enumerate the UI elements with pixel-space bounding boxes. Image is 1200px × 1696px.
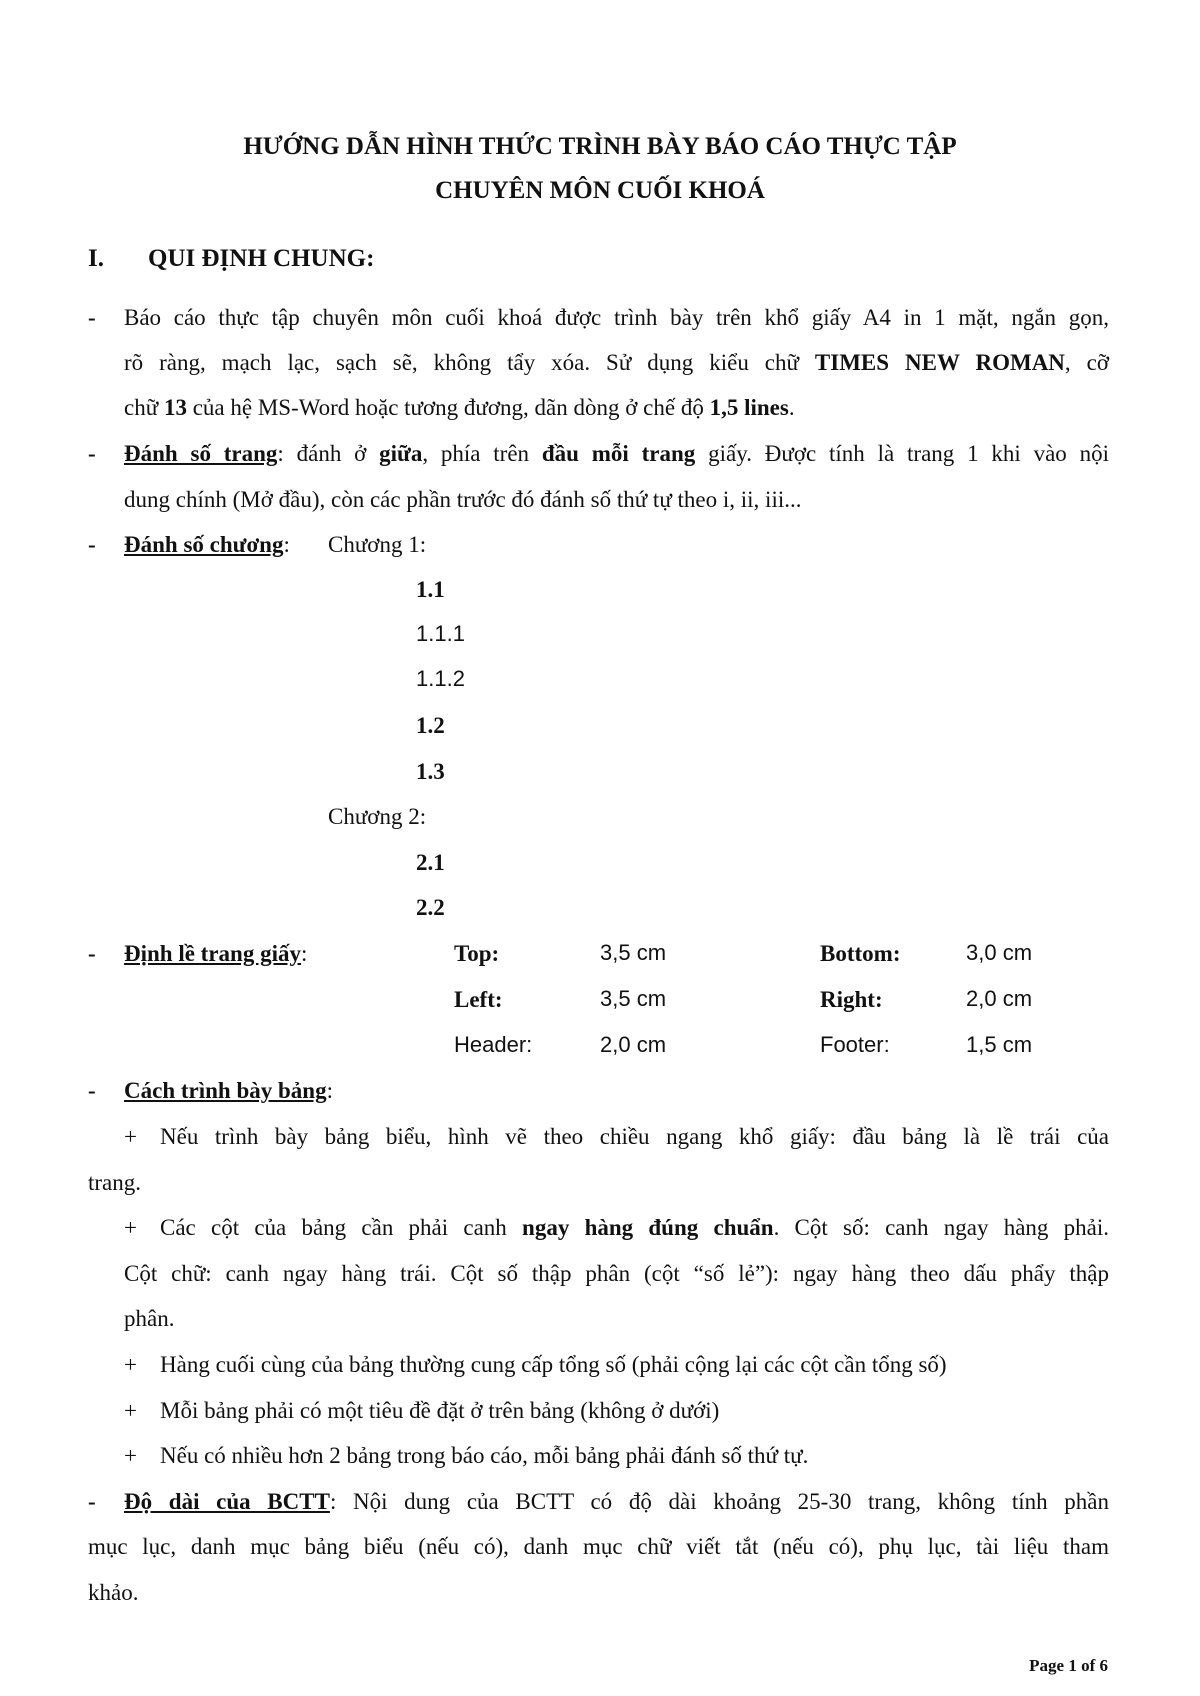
margins-label-row [124, 942, 307, 965]
length-line1 [124, 1490, 1109, 1513]
font-size-value: 13 [163, 395, 187, 420]
chapter-item: 1.2 [416, 713, 445, 738]
chapter-item: 1.1 [416, 577, 445, 602]
bullet-dash: - [88, 1078, 96, 1103]
margin-bottom-label: Bottom: [820, 941, 901, 966]
margin-top-value: 3,5 cm [600, 940, 667, 965]
tables-item3: Hàng cuối cùng của bảng thường cung cấp tổng số (phải cộng lại các cột cần tổng số) [160, 1352, 947, 1377]
chapter-item: 1.3 [416, 759, 445, 784]
margin-footer-label: Footer: [820, 1032, 890, 1057]
tables-item5: Nếu có nhiều hơn 2 bảng trong báo cáo, mỗi bảng phải đánh số thứ tự. [160, 1443, 809, 1468]
tables-item2-line3: phân. [124, 1306, 175, 1331]
length-label: Độ dài của BCTT [124, 1489, 330, 1514]
text-run: của hệ MS-Word hoặc tương đương, dãn dòng ở chế độ [186, 395, 710, 420]
chapter-item: 2.1 [416, 850, 445, 875]
margin-header-label: Header: [454, 1032, 533, 1057]
tables-item1-line1: Nếu trình bày bảng biểu, hình vẽ theo chiều ngang khổ giấy: đầu bảng là lề trái của [160, 1124, 1109, 1149]
margin-right-value: 2,0 cm [966, 986, 1033, 1011]
margin-left-value: 3,5 cm [600, 986, 667, 1011]
para2-line1 [124, 442, 1109, 465]
line-spacing-value: 1,5 lines [709, 395, 789, 420]
text-run: , phía trên [422, 441, 542, 466]
margin-top-label: Top: [454, 941, 500, 966]
tables-item2-line1 [160, 1216, 1109, 1239]
para2-line2: dung chính (Mở đầu), còn các phần trước đó đánh số thứ tự theo i, ii, iii... [124, 487, 802, 512]
font-name: TIMES NEW ROMAN [814, 350, 1065, 375]
bullet-dash: - [88, 305, 96, 330]
text-run-bold: giữa [379, 441, 423, 466]
chapter-item: 2.2 [416, 895, 445, 920]
plus-bullet: + [124, 1443, 137, 1468]
text-run: Các cột của bảng cần phải canh [160, 1215, 523, 1240]
plus-bullet: + [124, 1398, 137, 1423]
plus-bullet: + [124, 1124, 137, 1149]
tables-item1-line2: trang. [88, 1170, 142, 1195]
text-run: . Cột số: canh ngay hàng phải. [773, 1215, 1109, 1240]
text-run: : Nội dung của BCTT có độ dài khoảng 25-30 trang, không tính phần [329, 1489, 1109, 1514]
tables-item4: Mỗi bảng phải có một tiêu đề đặt ở trên bảng (không ở dưới) [160, 1398, 720, 1423]
chapter-numbering-label-row [124, 533, 290, 556]
text-run-bold: ngay hàng đúng chuẩn [522, 1215, 774, 1240]
section-heading: QUI ĐỊNH CHUNG: [148, 245, 375, 272]
bullet-dash: - [88, 532, 96, 557]
document-title-line2: CHUYÊN MÔN CUỐI KHOÁ [435, 177, 765, 204]
tables-label: Cách trình bày bảng [124, 1078, 327, 1103]
text-run: : [300, 941, 308, 966]
text-run: , cỡ [1064, 350, 1109, 375]
chapter-1-label: Chương 1: [328, 532, 427, 557]
para1-line3 [124, 396, 795, 419]
bullet-dash: - [88, 941, 96, 966]
text-run: rõ ràng, mạch lạc, sạch sẽ, không tẩy xóa. Sử dụng kiểu chữ [124, 350, 815, 375]
chapter-item: 1.1.2 [416, 666, 465, 691]
chapter-numbering-label: Đánh số chương [124, 532, 284, 557]
plus-bullet: + [124, 1352, 137, 1377]
text-run: : đánh ở [277, 441, 380, 466]
text-run: . [788, 395, 795, 420]
length-line2: mục lục, danh mục bảng biểu (nếu có), danh mục chữ viết tắt (nếu có), phụ lục, tài liệu tham [88, 1534, 1109, 1559]
text-run: : [283, 532, 290, 557]
document-title-line1: HƯỚNG DẪN HÌNH THỨC TRÌNH BÀY BÁO CÁO THỰC TẬP [243, 133, 957, 160]
bullet-dash: - [88, 1489, 96, 1514]
plus-bullet: + [124, 1215, 137, 1240]
tables-label-row [124, 1079, 333, 1102]
text-run: giấy. Được tính là trang 1 khi vào nội [695, 441, 1110, 466]
text-run: chữ [124, 395, 164, 420]
margins-label: Định lề trang giấy [124, 941, 301, 966]
bullet-dash: - [88, 441, 96, 466]
page-number-footer: Page 1 of 6 [1029, 1656, 1108, 1675]
margin-right-label: Right: [820, 987, 883, 1012]
length-line3: khảo. [88, 1580, 139, 1605]
margin-bottom-value: 3,0 cm [966, 940, 1033, 965]
margin-left-label: Left: [454, 987, 503, 1012]
page-numbering-label: Đánh số trang [124, 441, 278, 466]
tables-item2-line2: Cột chữ: canh ngay hàng trái. Cột số thập phân (cột “số lẻ”): ngay hàng theo dấu phẩy thập [124, 1261, 1109, 1286]
para1-line1: Báo cáo thực tập chuyên môn cuối khoá được trình bày trên khổ giấy A4 in 1 mặt, ngắn gọn, [124, 305, 1109, 330]
text-run-bold: đầu mỗi trang [541, 441, 696, 466]
section-number: I. [88, 245, 104, 272]
margin-footer-value: 1,5 cm [966, 1032, 1033, 1057]
text-run: : [326, 1078, 333, 1103]
margin-header-value: 2,0 cm [600, 1032, 667, 1057]
para1-line2 [124, 351, 1109, 374]
chapter-item: 1.1.1 [416, 621, 465, 646]
chapter-2-label: Chương 2: [328, 804, 427, 829]
